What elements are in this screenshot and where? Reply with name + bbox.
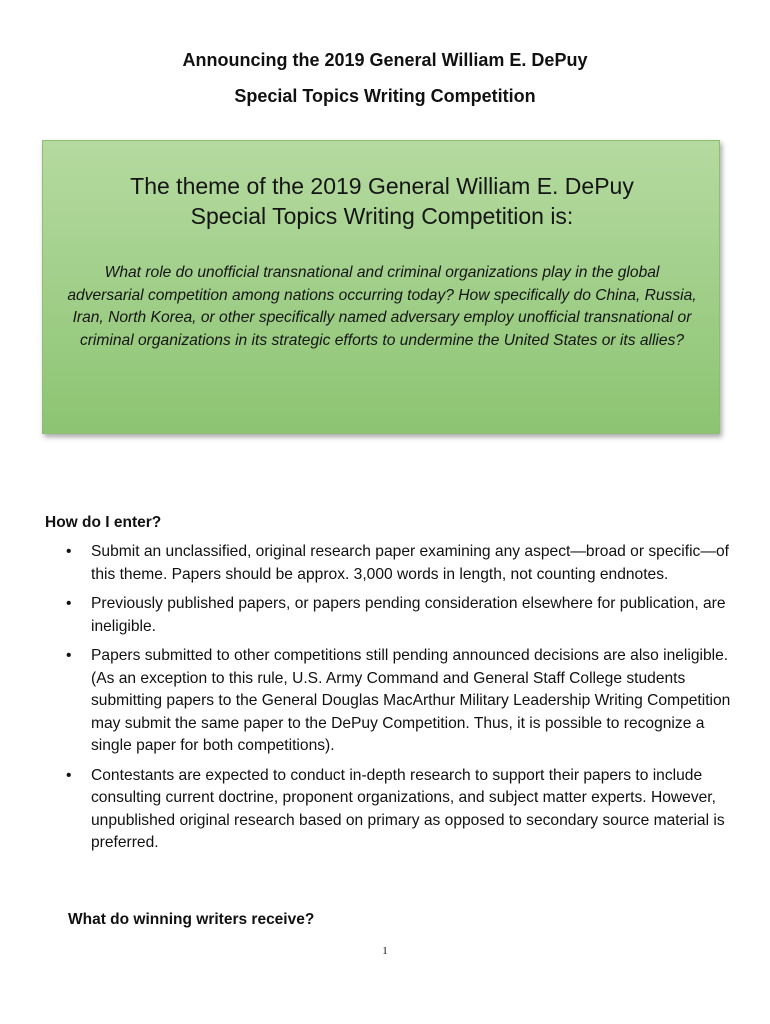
entry-rule-text: Previously published papers, or papers pending consideration elsewhere for publication, are ineligible. bbox=[91, 595, 726, 635]
theme-callout-box bbox=[42, 140, 720, 434]
theme-title-line-1: The theme of the 2019 General William E. DePuy bbox=[130, 173, 634, 199]
theme-title-line-2: Special Topics Writing Competition is: bbox=[190, 203, 574, 229]
entry-rules-list bbox=[66, 541, 736, 862]
bullet-icon: • bbox=[66, 766, 72, 784]
bullet-icon: • bbox=[66, 543, 72, 560]
how-to-enter-heading: How do I enter? bbox=[45, 514, 162, 531]
theme-question: What role do unofficial transnational and criminal organizations play in the global adversarial competition among nations occurring today? How specifically do China, Russia, Iran, North Korea, or other specifically named adversary employ unofficial transnational or criminal organizations in its strategic efforts to undermine the United States or its allies? bbox=[67, 264, 697, 349]
winners-receive-heading: What do winning writers receive? bbox=[68, 911, 315, 928]
announcement-title-line-1: Announcing the 2019 General William E. DePuy bbox=[182, 50, 588, 70]
entry-rule-text: Submit an unclassified, original research paper examining any aspect—broad or specific—of this theme. Papers should be approx. 3,000 words in length, not counting endnotes. bbox=[91, 543, 729, 583]
entry-rule-text: Contestants are expected to conduct in-depth research to support their papers to include consulting current doctrine, proponent organizations, and subject matter experts. However, unpublished original research based on primary as opposed to secondary source material is preferred. bbox=[91, 766, 725, 851]
entry-rule-item bbox=[66, 645, 736, 758]
bullet-icon: • bbox=[66, 647, 72, 664]
entry-rule-text: Papers submitted to other competitions still pending announced decisions are also ineligible. (As an exception to this rule, U.S. Army Command and General Staff College students submitting papers to the General Douglas MacArthur Military Leadership Writing Competition may submit the same paper to the DePuy Competition. Thus, it is possible to recognize a single paper for both competitions). bbox=[91, 647, 731, 754]
entry-rule-item bbox=[66, 541, 736, 586]
entry-rule-item bbox=[66, 593, 736, 638]
page-number: 1 bbox=[382, 945, 388, 957]
entry-rule-item bbox=[66, 765, 736, 855]
announcement-title-line-2: Special Topics Writing Competition bbox=[234, 86, 536, 106]
bullet-icon: • bbox=[66, 595, 72, 612]
